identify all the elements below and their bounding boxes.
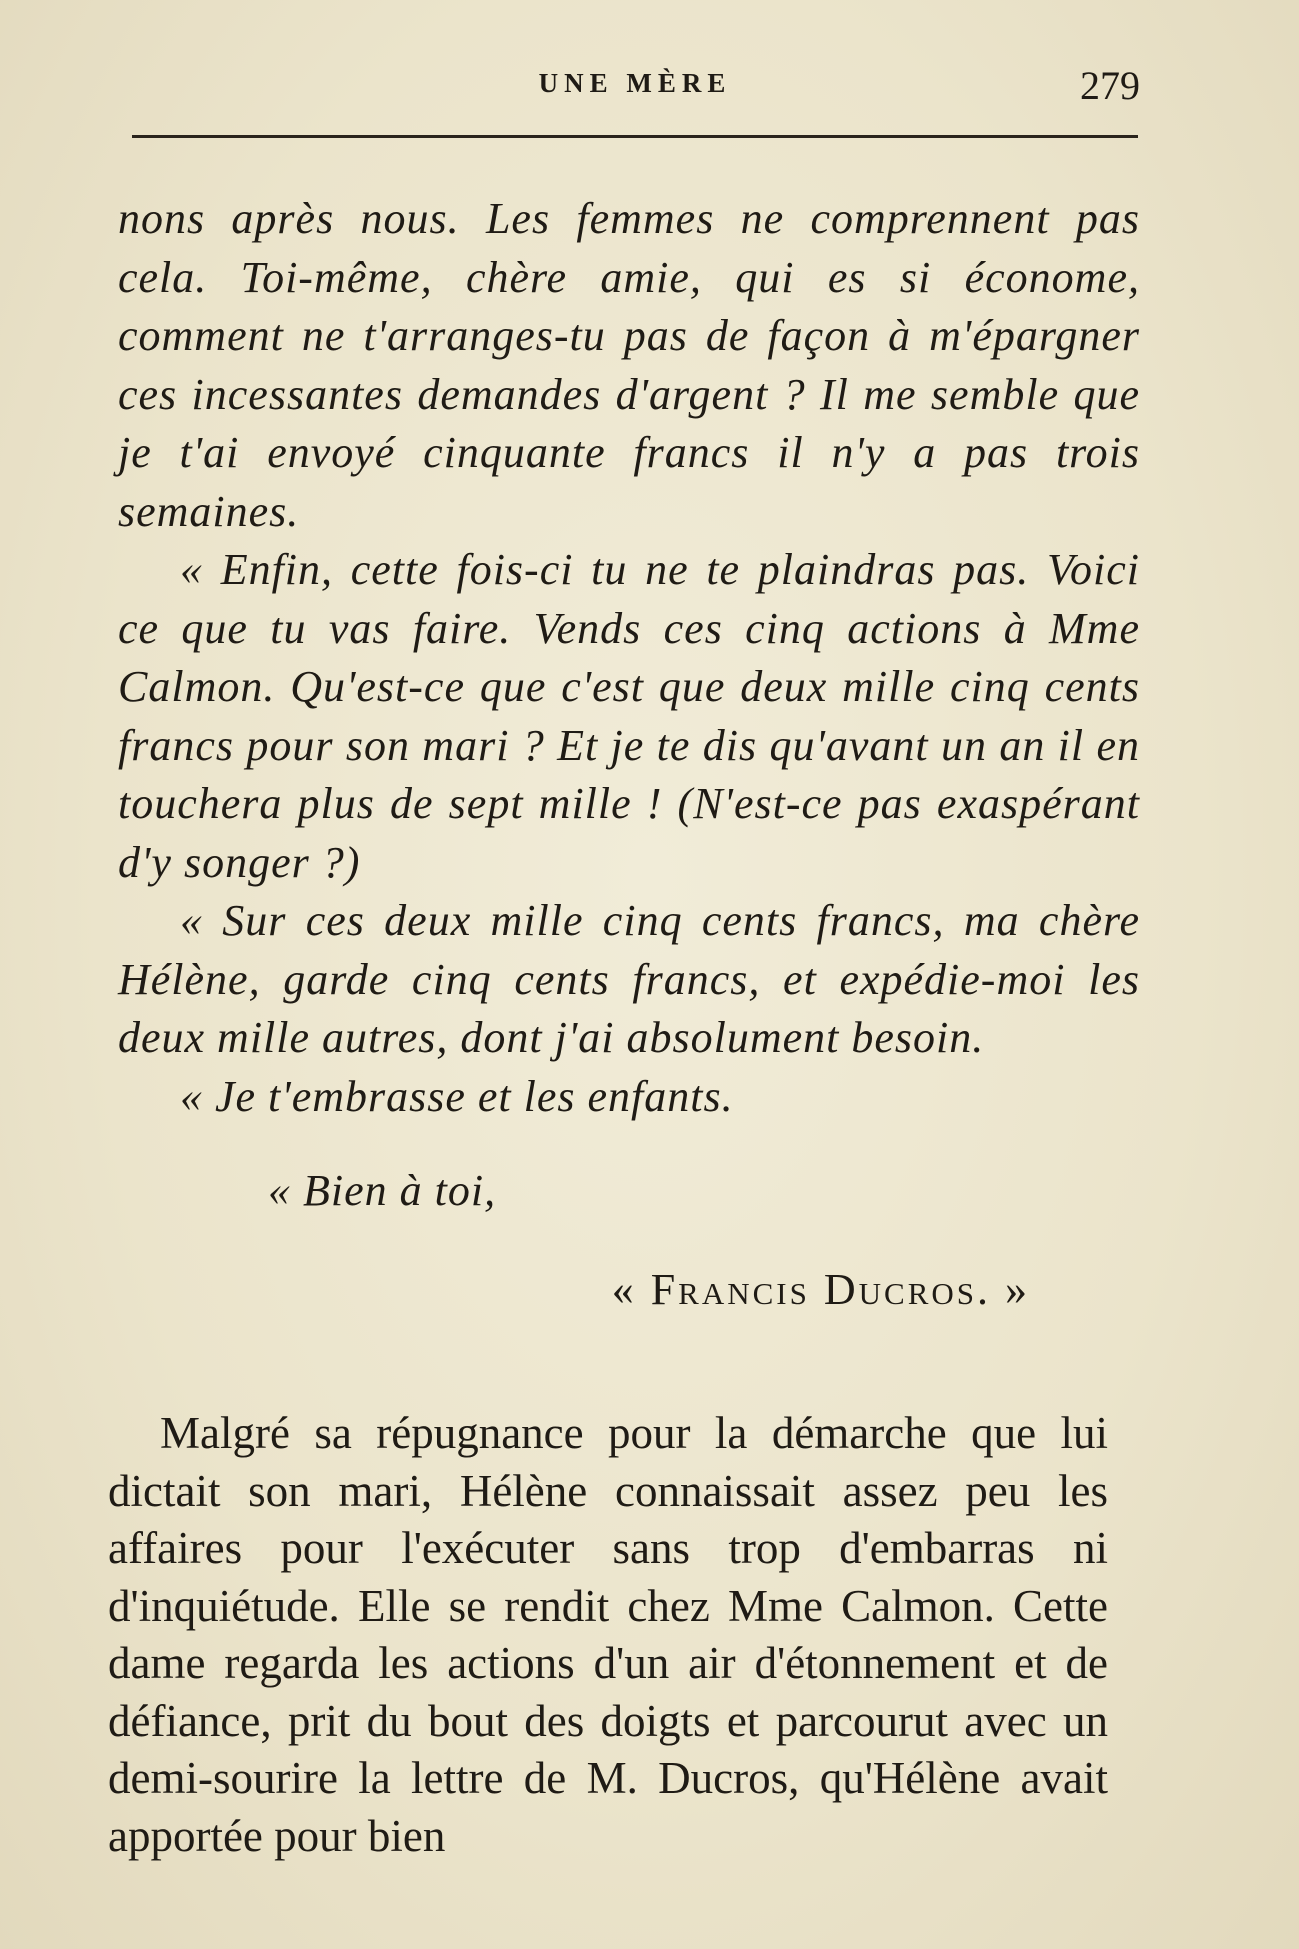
header-rule bbox=[132, 135, 1138, 138]
page-number: 279 bbox=[1080, 63, 1140, 108]
running-head bbox=[130, 62, 1140, 108]
letter-paragraph: nons après nous. Les femmes ne comprennent pas cela. Toi-même, chère amie, qui es si économe, comment ne t'arranges-tu pas de façon à m'épargner ces incessantes demandes d'argent ? Il me semble que je t'ai envoyé cinquante francs il n'y a pas trois semaines. bbox=[118, 194, 1140, 536]
letter-paragraph: « Sur ces deux mille cinq cents francs, ma chère Hélène, garde cinq cents francs, et expédie-moi les deux mille autres, dont j'ai absolument besoin. bbox=[118, 896, 1140, 1062]
letter-paragraph: « Enfin, cette fois-ci tu ne te plaindras pas. Voici ce que tu vas faire. Vends ces cinq actions à Mme Calmon. Qu'est-ce que c'est que deux mille cinq cents francs pour son mari ? Et je te dis qu'avant un an il en touchera plus de sept mille ! (N'est-ce pas exaspérant d'y songer ?) bbox=[118, 545, 1140, 887]
signature-text: « Francis Ducros. » bbox=[611, 1265, 1030, 1314]
narrative-paragraph: Malgré sa répugnance pour la démarche que lui dictait son mari, Hélène connaissait assez peu les affaires pour l'exécuter sans trop d'embarras ni d'inquiétude. Elle se rendit chez Mme Calmon. Cette dame regarda les actions d'un air d'étonnement et de défiance, prit du bout des doigts et parcourut avec un demi-sourire la lettre de M. Ducros, qu'Hélène avait apportée pour bien bbox=[108, 1408, 1108, 1861]
letter-signature bbox=[130, 1264, 1030, 1315]
letter-text bbox=[118, 190, 1140, 1221]
letter-paragraph: « Je t'embrasse et les enfants. bbox=[180, 1071, 734, 1121]
letter-closing: « Bien à toi, bbox=[268, 1166, 497, 1215]
narrative-text bbox=[108, 1405, 1108, 1865]
running-title: UNE MÈRE bbox=[538, 68, 732, 98]
